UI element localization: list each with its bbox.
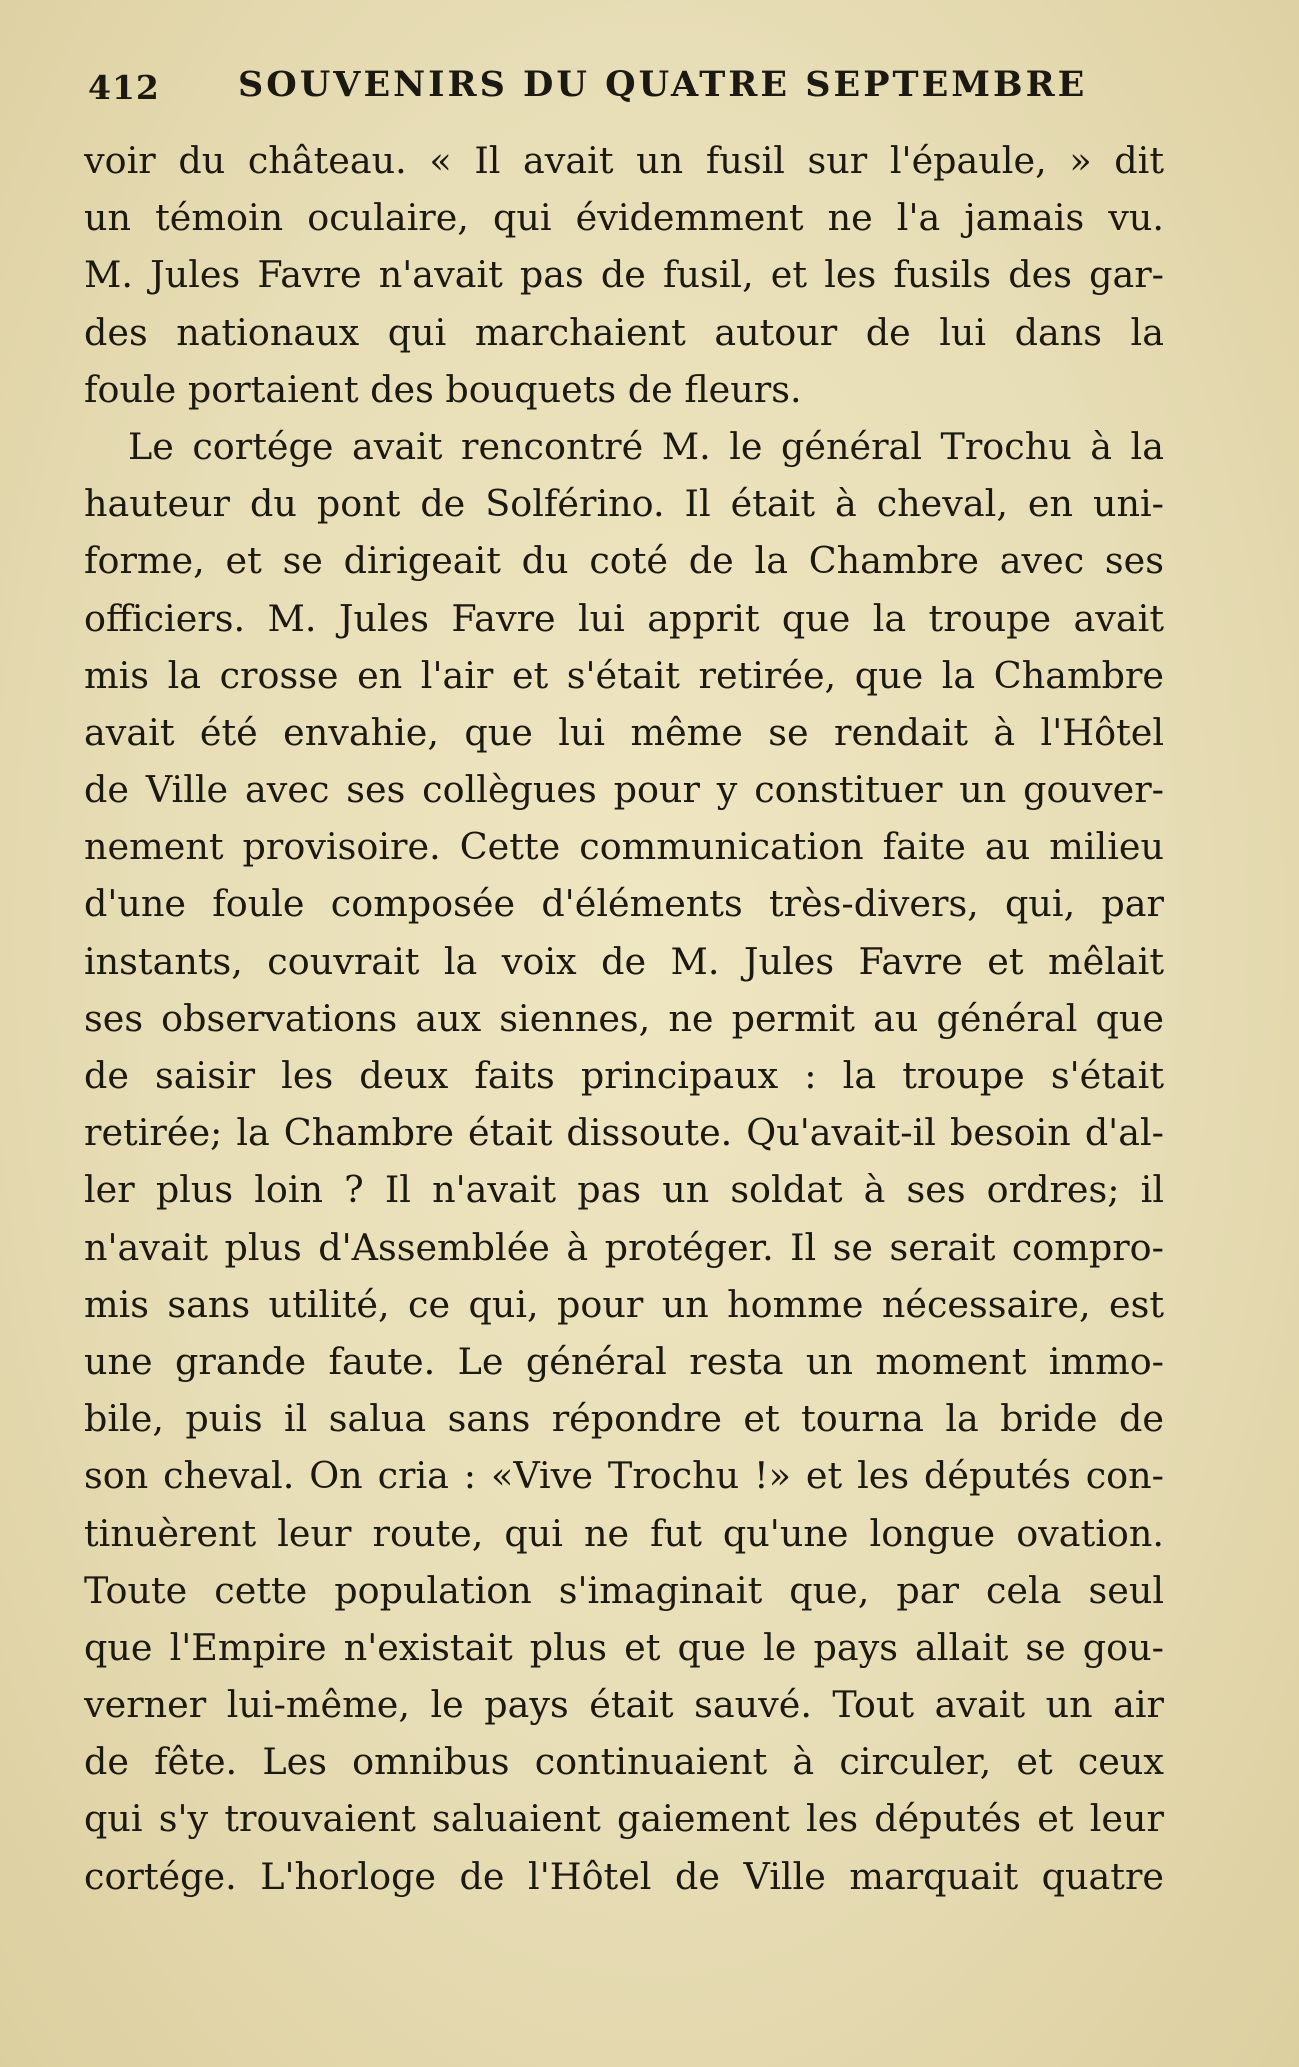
page-number: 412 xyxy=(88,68,160,107)
text-line: officiers. M. Jules Favre lui apprit que la troupe avait xyxy=(84,596,1164,640)
text-line: voir du château. « Il avait un fusil sur l'épaule, » dit xyxy=(84,139,1164,182)
text-line: ses observations aux siennes, ne permit au général que xyxy=(84,996,1164,1040)
body-text xyxy=(84,132,1164,1905)
text-line: M. Jules Favre n'avait pas de fusil, et les fusils des gar- xyxy=(84,253,1164,297)
text-line: hauteur du pont de Solférino. Il était à cheval, en uni- xyxy=(84,482,1164,526)
text-line: nement provisoire. Cette communication faite au milieu xyxy=(84,825,1164,869)
text-line: instants, couvrait la voix de M. Jules Favre et mêlait xyxy=(84,939,1164,983)
text-line: qui s'y trouvaient saluaient gaiement les députés et leur xyxy=(84,1797,1164,1841)
text-line: Le cortége avait rencontré M. le général Trochu à la xyxy=(128,424,1164,468)
paragraph-1 xyxy=(84,132,1164,418)
text-line: retirée; la Chambre était dissoute. Qu'avait-il besoin d'al- xyxy=(84,1111,1164,1155)
page-header xyxy=(88,58,1198,118)
text-line: ler plus loin ? Il n'avait pas un soldat à ses ordres; il xyxy=(84,1168,1164,1212)
text-line: des nationaux qui marchaient autour de lui dans la xyxy=(84,310,1164,354)
text-line: de Ville avec ses collègues pour y constituer un gouver- xyxy=(84,768,1164,812)
text-line: que l'Empire n'existait plus et que le pays allait se gou- xyxy=(84,1625,1164,1669)
text-line: un témoin oculaire, qui évidemment ne l'a jamais vu. xyxy=(84,196,1164,240)
text-line: tinuèrent leur route, qui ne fut qu'une longue ovation. xyxy=(84,1511,1164,1555)
text-line: de fête. Les omnibus continuaient à circuler, et ceux xyxy=(84,1740,1164,1784)
text-line: mis sans utilité, ce qui, pour un homme nécessaire, est xyxy=(84,1282,1164,1326)
text-line: avait été envahie, que lui même se rendait à l'Hôtel xyxy=(84,710,1164,754)
text-line: n'avait plus d'Assemblée à protéger. Il se serait compro- xyxy=(84,1225,1164,1269)
text-line: une grande faute. Le général resta un moment immo- xyxy=(84,1339,1164,1383)
text-line: son cheval. On cria : «Vive Trochu !» et les députés con- xyxy=(84,1454,1164,1498)
text-line: verner lui-même, le pays était sauvé. Tout avait un air xyxy=(84,1683,1164,1727)
paragraph-2 xyxy=(84,418,1164,1905)
running-title: SOUVENIRS DU QUATRE SEPTEMBRE xyxy=(238,64,1088,105)
text-line: cortége. L'horloge de l'Hôtel de Ville marquait quatre xyxy=(84,1854,1164,1898)
text-line: bile, puis il salua sans répondre et tourna la bride de xyxy=(84,1397,1164,1441)
text-line: mis la crosse en l'air et s'était retirée, que la Chambre xyxy=(84,653,1164,697)
text-line: d'une foule composée d'éléments très-divers, qui, par xyxy=(84,882,1164,926)
text-line: foule portaient des bouquets de fleurs. xyxy=(84,367,802,411)
text-line: Toute cette population s'imaginait que, par cela seul xyxy=(84,1568,1164,1612)
text-line: de saisir les deux faits principaux : la troupe s'était xyxy=(84,1054,1164,1097)
text-line: forme, et se dirigeait du coté de la Chambre avec ses xyxy=(84,539,1164,583)
